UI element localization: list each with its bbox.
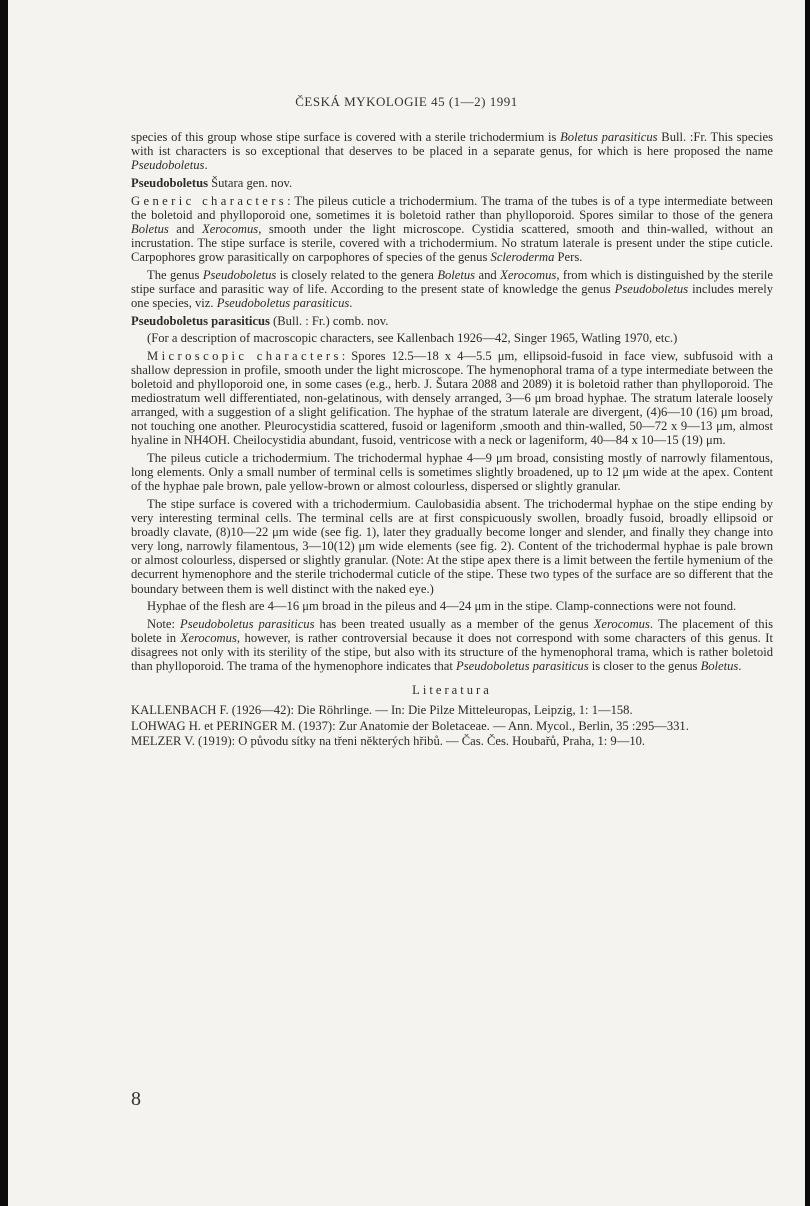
paragraph-generic-characters: Generic characters: The pileus cuticle a trichodermium. The trama of the tubes is of a type intermediate between the boletoid and phylloporoid one, sometimes it is boletoid rather than phylloporoid. Spores similar to those of the genera Boletus and Xerocomus, smooth under the light microscope. Cystidia scattered, smooth and thin-walled, without an incrustation. The stipe surface is sterile, covered with a trichodermium. No stratum laterale is present under the stipe cuticle. Carpophores grow parasitically on carpophores of species of the genus Scleroderma Pers.: [131, 193, 773, 264]
genus-heading: Pseudoboletus Šutara gen. nov.: [131, 175, 293, 190]
paragraph-hyphae-flesh: Hyphae of the flesh are 4—16 μm broad in the pileus and 4—24 μm in the stipe. Clamp-connections were not found.: [147, 599, 737, 614]
paragraph-stipe-surface: The stipe surface is covered with a trichodermium. Caulobasidia absent. The trichodermal hyphae on the stipe ending by very interesting terminal cells. The terminal cells are at first conspicuously swollen, broadly fusoid, broadly ellipsoid or broadly clavate, (8)10—22 μm wide (see fig. 1), later they gradually become longer and slender, and finally they change into very long, narrowly filamentous, 3—10(12) μm wide elements (see fig. 2). Content of the trichodermal hyphae is pale brown or almost colourless, dispersed or slightly granular. (Note: At the stipe apex there is a limit between the fertile hymenium of the decurrent hymenophore and the sterile trichodermal cuticle of the stipe. These two types of the surface are so different that the boundary between them is well distinct with the naked eye.): [131, 497, 773, 596]
paragraph-pileus-cuticle: The pileus cuticle a trichodermium. The trichodermal hyphae 4—9 μm broad, consisting mostly of narrowly filamentous, long elements. Only a small number of terminal cells is sometimes slightly broadened, up to 12 μm wide at the apex. Content of the hyphae pale brown, pale yellow-brown or almost colourless, dispersed or slightly granular.: [131, 451, 773, 494]
paragraph-macroscopic-note: (For a description of macroscopic characters, see Kallenbach 1926—42, Singer 1965, Watling 1970, etc.): [147, 331, 678, 346]
paragraph-intro: species of this group whose stipe surface is covered with a sterile trichodermium is Boletus parasiticus Bull. :Fr. This species with ist characters is so exceptional that deserves to be placed in a separate genus, for which is here proposed the name Pseudoboletus.: [131, 130, 773, 173]
article-body: [131, 130, 773, 749]
page-number: 8: [131, 1088, 141, 1110]
paragraph-note: Note: Pseudoboletus parasiticus has been treated usually as a member of the genus Xerocomus. The placement of this bolete in Xerocomus, however, is rather controversial because it does not correspond with some characters of this genus. It disagrees not only with its sterility of the stipe, but also with its structure of the hymenophoral trama, which is rather boletoid than phylloporoid. The trama of the hymenophore indicates that Pseudoboletus parasiticus is closer to the genus Boletus.: [131, 616, 774, 674]
paragraph-microscopic-characters: Microscopic characters: Spores 12.5—18 x 4—5.5 μm, ellipsoid-fusoid in face view, subfusoid with a shallow depression in profile, smooth under the light microscope. The hymenophoral trama of a type intermediate between the boletoid and phylloporoid one, in some cases (e.g., herb. J. Šutara 2088 and 2089) it is boletoid rather than phylloporoid. The mediostratum well differentiated, non-gelatinous, with densely arranged, 3—6 μm broad hyphae. The stratum laterale loosely arranged, with a suggestion of a slight gelification. The hyphae of the stratum laterale are divergent, (4)6—10 (16) μm broad, not touching one another. Pleurocystidia scattered, fusoid or lageniform ,smooth and thin-walled, 50—72 x 9—13 μm, almost hyaline in NH4OH. Cheilocystidia abundant, fusoid, ventricose with a neck or lageniform, 40—84 x 10—15 (19) μm.: [131, 348, 774, 448]
reference-item: KALLENBACH F. (1926—42): Die Röhrlinge. — In: Die Pilze Mitteleuropas, Leipzig, 1: 1—158.: [131, 703, 633, 718]
running-header: ČESKÁ MYKOLOGIE 45 (1—2) 1991: [295, 94, 518, 109]
paragraph-genus-relation: The genus Pseudoboletus is closely related to the genera Boletus and Xerocomus, from which is distinguished by the sterile stipe surface and parasitic way of life. According to the present state of knowledge the genus Pseudoboletus includes merely one species, viz. Pseudoboletus parasiticus.: [131, 267, 774, 310]
reference-item: LOHWAG H. et PERINGER M. (1937): Zur Anatomie der Boletaceae. — Ann. Mycol., Berlin, 35 :295—331.: [131, 718, 689, 733]
species-heading: Pseudoboletus parasiticus (Bull. : Fr.) comb. nov.: [131, 313, 389, 328]
literatura-heading: Literatura: [412, 683, 492, 698]
reference-item: MELZER V. (1919): O původu sítky na třeni některých hřibů. — Čas. Čes. Houbařů, Praha, 1: 9—10.: [131, 733, 646, 748]
journal-page: [8, 0, 805, 1206]
